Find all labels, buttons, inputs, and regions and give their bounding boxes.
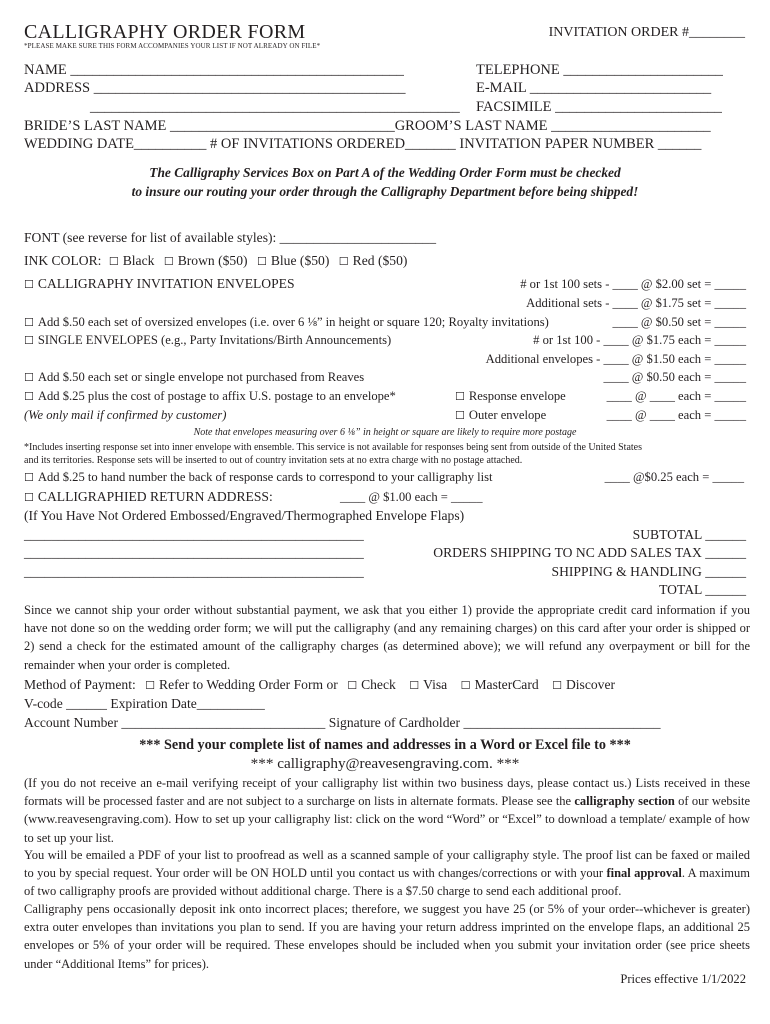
calligraphy-notice-line-2: to insure our routing your order through the Calligraphy Department before being shipped! <box>131 184 639 199</box>
info-paragraph-1 <box>24 774 750 847</box>
outer-envelope-row <box>455 408 546 423</box>
address-line-2[interactable]: ___________________________________________________ <box>90 99 460 115</box>
response-envelope-price[interactable]: ____ @ ____ each = _____ <box>606 389 746 403</box>
form-note: *PLEASE MAKE SURE THIS FORM ACCOMPANIES YOUR LIST IF NOT ALREADY ON FILE* <box>24 42 321 50</box>
checkbox-refer-wedding[interactable]: ☐ <box>145 679 156 692</box>
invitation-order-field[interactable]: INVITATION ORDER #________ <box>548 25 745 40</box>
checkbox-single-envelopes[interactable]: ☐ <box>24 334 34 347</box>
ink-option-blue: Blue ($50) <box>270 253 330 268</box>
info-paragraph-2-a: You will be emailed a PDF of your list to proofread as well as a scanned sample of your calligraphy style. The proof list can be faxed or mailed to you by special request. Your order will be ON HOLD until you contact us with changes/corrections or with your <box>24 848 750 881</box>
ink-option-red: Red ($50) <box>352 253 408 268</box>
info-paragraph-2-b: . A maximum of two calligraphy proofs are provided without additional charge. There is a $7.50 charge to send each additional proof. <box>24 866 751 899</box>
outer-envelope-price[interactable]: ____ @ ____ each = _____ <box>606 408 746 422</box>
not-reaves-price[interactable]: ____ @ $0.50 each = _____ <box>603 370 746 384</box>
blank-line-2[interactable]: __________________________________________________ <box>24 545 364 560</box>
payment-option-discover: Discover <box>565 677 616 692</box>
return-address-row <box>24 489 273 505</box>
send-list-email[interactable]: *** calligraphy@reavesengraving.com. *** <box>250 755 520 772</box>
not-reaves-label: Add $.50 each set or single envelope not purchased from Reaves <box>37 370 365 384</box>
postage-row <box>24 389 396 404</box>
checkbox-not-reaves[interactable]: ☐ <box>24 371 34 384</box>
calligraphy-section-link[interactable]: calligraphy section <box>574 794 675 809</box>
checkbox-oversized[interactable]: ☐ <box>24 316 34 329</box>
blank-line-3[interactable]: __________________________________________________ <box>24 564 364 579</box>
sales-tax-field[interactable]: ORDERS SHIPPING TO NC ADD SALES TAX ______ <box>433 545 746 560</box>
ink-option-brown: Brown ($50) <box>177 253 248 268</box>
shipping-field[interactable]: SHIPPING & HANDLING ______ <box>551 564 746 579</box>
additional-envelopes-price[interactable]: Additional envelopes - ____ @ $1.50 each = _____ <box>485 352 746 366</box>
oversized-price[interactable]: ____ @ $0.50 set = _____ <box>612 315 746 329</box>
first-100-sets-price[interactable]: # or 1st 100 sets - ____ @ $2.00 set = _____ <box>520 277 746 291</box>
footnote-line-2: and its territories. Response sets will be inserted to out of country invitation sets at no extra charge with no postage attached. <box>24 455 523 466</box>
size-note: Note that envelopes measuring over 6 ⅛” in height or square are likely to require more postage <box>193 427 577 438</box>
single-first-100-price[interactable]: # or 1st 100 - ____ @ $1.75 each = _____ <box>533 333 746 347</box>
payment-paragraph: Since we cannot ship your order without substantial payment, we ask that you either 1) provide the appropriate credit card information if you have not done so on the wedding order form; we will put the calligraphy (and any remaining charges) on this card after your order is shipped or 2) send a check for the estimated amount of the calligraphy charges (as determined above); we will refund any overpayment or bill for the remainder when your order is completed. <box>24 603 750 672</box>
checkbox-visa[interactable]: ☐ <box>409 679 420 692</box>
account-signature-fields[interactable]: Account Number ______________________________ Signature of Cardholder _____________________________ <box>24 715 661 730</box>
response-cards-row <box>24 470 493 485</box>
not-reaves-row <box>24 370 364 385</box>
additional-sets-price[interactable]: Additional sets - ____ @ $1.75 set = _____ <box>526 296 746 310</box>
oversized-row <box>24 315 549 330</box>
outer-envelope-label: Outer envelope <box>468 408 547 422</box>
name-field[interactable]: NAME ______________________________________________ <box>24 62 404 78</box>
wedding-info-fields[interactable]: WEDDING DATE__________ # OF INVITATIONS ORDERED_______ INVITATION PAPER NUMBER ______ <box>24 136 702 152</box>
oversized-label: Add $.50 each set of oversized envelopes (i.e. over 6 ⅛” in height or square 120; Royalty invitations) <box>37 315 549 329</box>
form-title: CALLIGRAPHY ORDER FORM <box>24 21 306 43</box>
ink-color-row <box>24 253 407 269</box>
payment-method-label: Method of Payment: <box>24 677 136 692</box>
response-cards-label: Add $.25 to hand number the back of response cards to correspond to your calligraphy list <box>37 470 493 484</box>
email-field[interactable]: E-MAIL _________________________ <box>476 80 712 96</box>
facsimile-field[interactable]: FACSIMILE _______________________ <box>476 99 722 115</box>
blank-line-1[interactable]: __________________________________________________ <box>24 527 364 542</box>
single-envelopes-label: SINGLE ENVELOPES (e.g., Party Invitations/Birth Announcements) <box>37 333 392 347</box>
flaps-note: (If You Have Not Ordered Embossed/Engraved/Thermographed Envelope Flaps) <box>24 508 465 523</box>
subtotal-field[interactable]: SUBTOTAL ______ <box>632 527 746 542</box>
mail-note: (We only mail if confirmed by customer) <box>24 408 227 422</box>
bride-groom-fields[interactable]: BRIDE’S LAST NAME _______________________________GROOM’S LAST NAME ______________________ <box>24 118 711 134</box>
prices-effective: Prices effective 1/1/2022 <box>620 972 746 986</box>
send-list-line-1: *** Send your complete list of names and addresses in a Word or Excel file to *** <box>139 737 631 753</box>
checkbox-discover[interactable]: ☐ <box>552 679 562 692</box>
return-address-price[interactable]: ____ @ $1.00 each = _____ <box>340 490 483 504</box>
checkbox-check[interactable]: ☐ <box>347 679 358 692</box>
info-paragraph-1-b: of our website (www.reavesengraving.com). How to set up your calligraphy list: click on the word “Word” or “Excel” to download a template/ example of how to set up your list. <box>24 794 751 845</box>
response-envelope-row <box>455 389 566 404</box>
checkbox-black[interactable]: ☐ <box>108 255 119 268</box>
payment-option-visa: Visa <box>423 677 448 692</box>
ink-option-black: Black <box>122 253 155 268</box>
payment-option-mastercard: MasterCard <box>474 677 539 692</box>
total-field[interactable]: TOTAL ______ <box>659 582 746 597</box>
font-field[interactable]: FONT (see reverse for list of available styles): _______________________ <box>24 230 437 245</box>
postage-label: Add $.25 plus the cost of postage to affix U.S. postage to an envelope* <box>37 389 396 403</box>
info-paragraph-3: Calligraphy pens occasionally deposit ink onto incorrect places; therefore, we suggest you have 25 (or 5% of your order--whichever is greater) extra outer envelopes than invitations you plan to send. If you are having your return address imprinted on the envelope flaps, an additional 25 envelopes or 5% of your order will be required. These envelopes should be included when you submit your invitation order (see price sheets under “Additional Items” for prices). <box>24 902 750 971</box>
checkbox-calligraphy-envelopes[interactable]: ☐ <box>24 278 34 291</box>
checkbox-brown[interactable]: ☐ <box>163 255 174 268</box>
payment-method-row <box>24 677 615 693</box>
checkbox-response-envelope[interactable]: ☐ <box>455 390 465 403</box>
response-cards-price[interactable]: ____ @$0.25 each = _____ <box>604 470 744 484</box>
return-address-label: CALLIGRAPHIED RETURN ADDRESS: <box>37 489 273 504</box>
checkbox-return-address[interactable]: ☐ <box>24 491 34 504</box>
telephone-field[interactable]: TELEPHONE ______________________ <box>476 62 723 78</box>
checkbox-outer-envelope[interactable]: ☐ <box>455 409 465 422</box>
final-approval-text: final approval <box>606 866 682 881</box>
single-envelopes-row <box>24 333 391 348</box>
checkbox-blue[interactable]: ☐ <box>256 255 267 268</box>
info-paragraph-2 <box>24 846 750 901</box>
payment-option-refer: Refer to Wedding Order Form or <box>159 677 338 692</box>
calligraphy-notice-line-1: The Calligraphy Services Box on Part A of the Wedding Order Form must be checked <box>149 165 621 180</box>
address-field[interactable]: ADDRESS ___________________________________________ <box>24 80 406 96</box>
checkbox-red[interactable]: ☐ <box>338 255 349 268</box>
calligraphy-envelopes-row <box>24 276 295 292</box>
checkbox-response-cards[interactable]: ☐ <box>24 471 34 484</box>
checkbox-mastercard[interactable]: ☐ <box>460 679 471 692</box>
payment-option-check: Check <box>361 677 396 692</box>
calligraphy-envelopes-label: CALLIGRAPHY INVITATION ENVELOPES <box>37 276 295 291</box>
vcode-expiration-fields[interactable]: V-code ______ Expiration Date__________ <box>24 696 265 711</box>
checkbox-postage[interactable]: ☐ <box>24 390 34 403</box>
info-paragraph-1-a: (If you do not receive an e-mail verifying receipt of your calligraphy list within two business days, please contact us.) Lists received in these formats will be processed faster and are not subject to a surcharge on lists in alternate formats. Please see the <box>24 776 750 809</box>
response-envelope-label: Response envelope <box>468 389 566 403</box>
footnote-line-1: *Includes inserting response set into inner envelope with ensemble. This service is not available for responses being sent from outside of the United States <box>24 442 643 453</box>
ink-color-label: INK COLOR: <box>24 253 102 268</box>
